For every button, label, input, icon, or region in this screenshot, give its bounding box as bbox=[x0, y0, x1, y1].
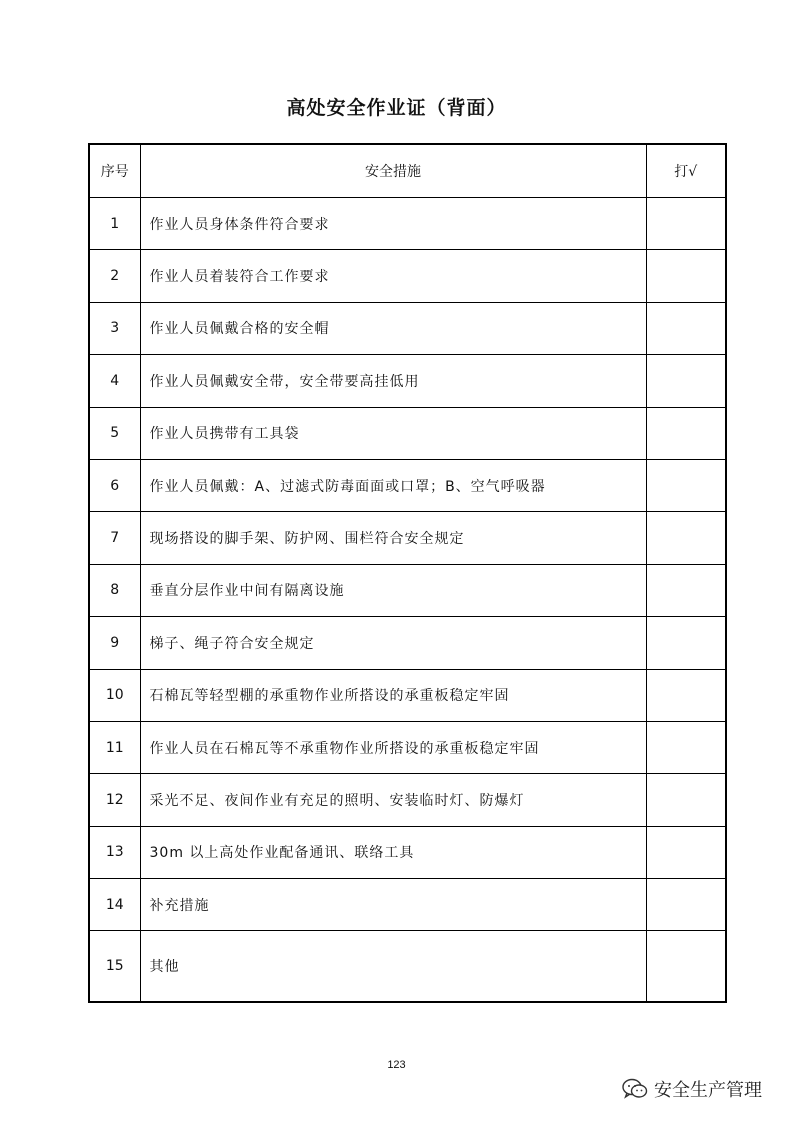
watermark-text: 安全生产管理 bbox=[654, 1080, 762, 1101]
row-serial-number: 14 bbox=[89, 879, 140, 931]
row-check-cell[interactable] bbox=[646, 931, 726, 1003]
table-row bbox=[89, 198, 726, 250]
row-safety-measure: 石棉瓦等轻型棚的承重物作业所搭设的承重板稳定牢固 bbox=[140, 669, 646, 721]
row-serial-number: 6 bbox=[89, 459, 140, 511]
page-number: 123 bbox=[387, 1059, 406, 1071]
row-safety-measure: 作业人员携带有工具袋 bbox=[140, 407, 646, 459]
row-check-cell[interactable] bbox=[646, 407, 726, 459]
table-row bbox=[89, 564, 726, 616]
row-serial-number: 1 bbox=[89, 198, 140, 250]
row-safety-measure: 采光不足、夜间作业有充足的照明、安装临时灯、防爆灯 bbox=[140, 774, 646, 826]
table-row bbox=[89, 931, 726, 1003]
row-serial-number: 11 bbox=[89, 721, 140, 773]
row-safety-measure: 其他 bbox=[140, 931, 646, 1003]
watermark bbox=[622, 1076, 762, 1102]
row-safety-measure: 梯子、绳子符合安全规定 bbox=[140, 617, 646, 669]
row-check-cell[interactable] bbox=[646, 302, 726, 354]
table-row bbox=[89, 774, 726, 826]
row-check-cell[interactable] bbox=[646, 774, 726, 826]
row-serial-number: 2 bbox=[89, 250, 140, 302]
header-check-mark: 打√ bbox=[646, 144, 726, 198]
row-serial-number: 13 bbox=[89, 826, 140, 878]
header-serial-number: 序号 bbox=[89, 144, 140, 198]
row-serial-number: 4 bbox=[89, 355, 140, 407]
row-safety-measure: 补充措施 bbox=[140, 879, 646, 931]
row-check-cell[interactable] bbox=[646, 512, 726, 564]
table-row bbox=[89, 512, 726, 564]
row-safety-measure: 30m 以上高处作业配备通讯、联络工具 bbox=[140, 826, 646, 878]
row-check-cell[interactable] bbox=[646, 617, 726, 669]
safety-measures-table bbox=[88, 143, 727, 1003]
table-row bbox=[89, 355, 726, 407]
row-serial-number: 8 bbox=[89, 564, 140, 616]
wechat-icon bbox=[622, 1078, 648, 1100]
table-row bbox=[89, 669, 726, 721]
table-row bbox=[89, 250, 726, 302]
table-row bbox=[89, 617, 726, 669]
row-check-cell[interactable] bbox=[646, 564, 726, 616]
row-safety-measure: 作业人员佩戴合格的安全帽 bbox=[140, 302, 646, 354]
row-serial-number: 7 bbox=[89, 512, 140, 564]
header-safety-measures: 安全措施 bbox=[140, 144, 646, 198]
row-check-cell[interactable] bbox=[646, 879, 726, 931]
row-safety-measure: 作业人员着装符合工作要求 bbox=[140, 250, 646, 302]
row-check-cell[interactable] bbox=[646, 355, 726, 407]
table-row bbox=[89, 407, 726, 459]
row-safety-measure: 垂直分层作业中间有隔离设施 bbox=[140, 564, 646, 616]
table-row bbox=[89, 879, 726, 931]
table-row bbox=[89, 459, 726, 511]
row-serial-number: 3 bbox=[89, 302, 140, 354]
row-check-cell[interactable] bbox=[646, 198, 726, 250]
row-safety-measure: 作业人员佩戴安全带，安全带要高挂低用 bbox=[140, 355, 646, 407]
row-safety-measure: 作业人员佩戴：A、过滤式防毒面面或口罩；B、空气呼吸器 bbox=[140, 459, 646, 511]
table-row bbox=[89, 721, 726, 773]
row-check-cell[interactable] bbox=[646, 669, 726, 721]
row-check-cell[interactable] bbox=[646, 826, 726, 878]
table-header-row bbox=[89, 144, 726, 198]
row-check-cell[interactable] bbox=[646, 459, 726, 511]
row-safety-measure: 现场搭设的脚手架、防护网、围栏符合安全规定 bbox=[140, 512, 646, 564]
row-serial-number: 12 bbox=[89, 774, 140, 826]
row-check-cell[interactable] bbox=[646, 721, 726, 773]
row-safety-measure: 作业人员在石棉瓦等不承重物作业所搭设的承重板稳定牢固 bbox=[140, 721, 646, 773]
row-check-cell[interactable] bbox=[646, 250, 726, 302]
row-serial-number: 5 bbox=[89, 407, 140, 459]
row-serial-number: 9 bbox=[89, 617, 140, 669]
document-title: 高处安全作业证（背面） bbox=[286, 97, 507, 119]
table-row bbox=[89, 302, 726, 354]
row-serial-number: 15 bbox=[89, 931, 140, 1003]
table-row bbox=[89, 826, 726, 878]
row-serial-number: 10 bbox=[89, 669, 140, 721]
row-safety-measure: 作业人员身体条件符合要求 bbox=[140, 198, 646, 250]
